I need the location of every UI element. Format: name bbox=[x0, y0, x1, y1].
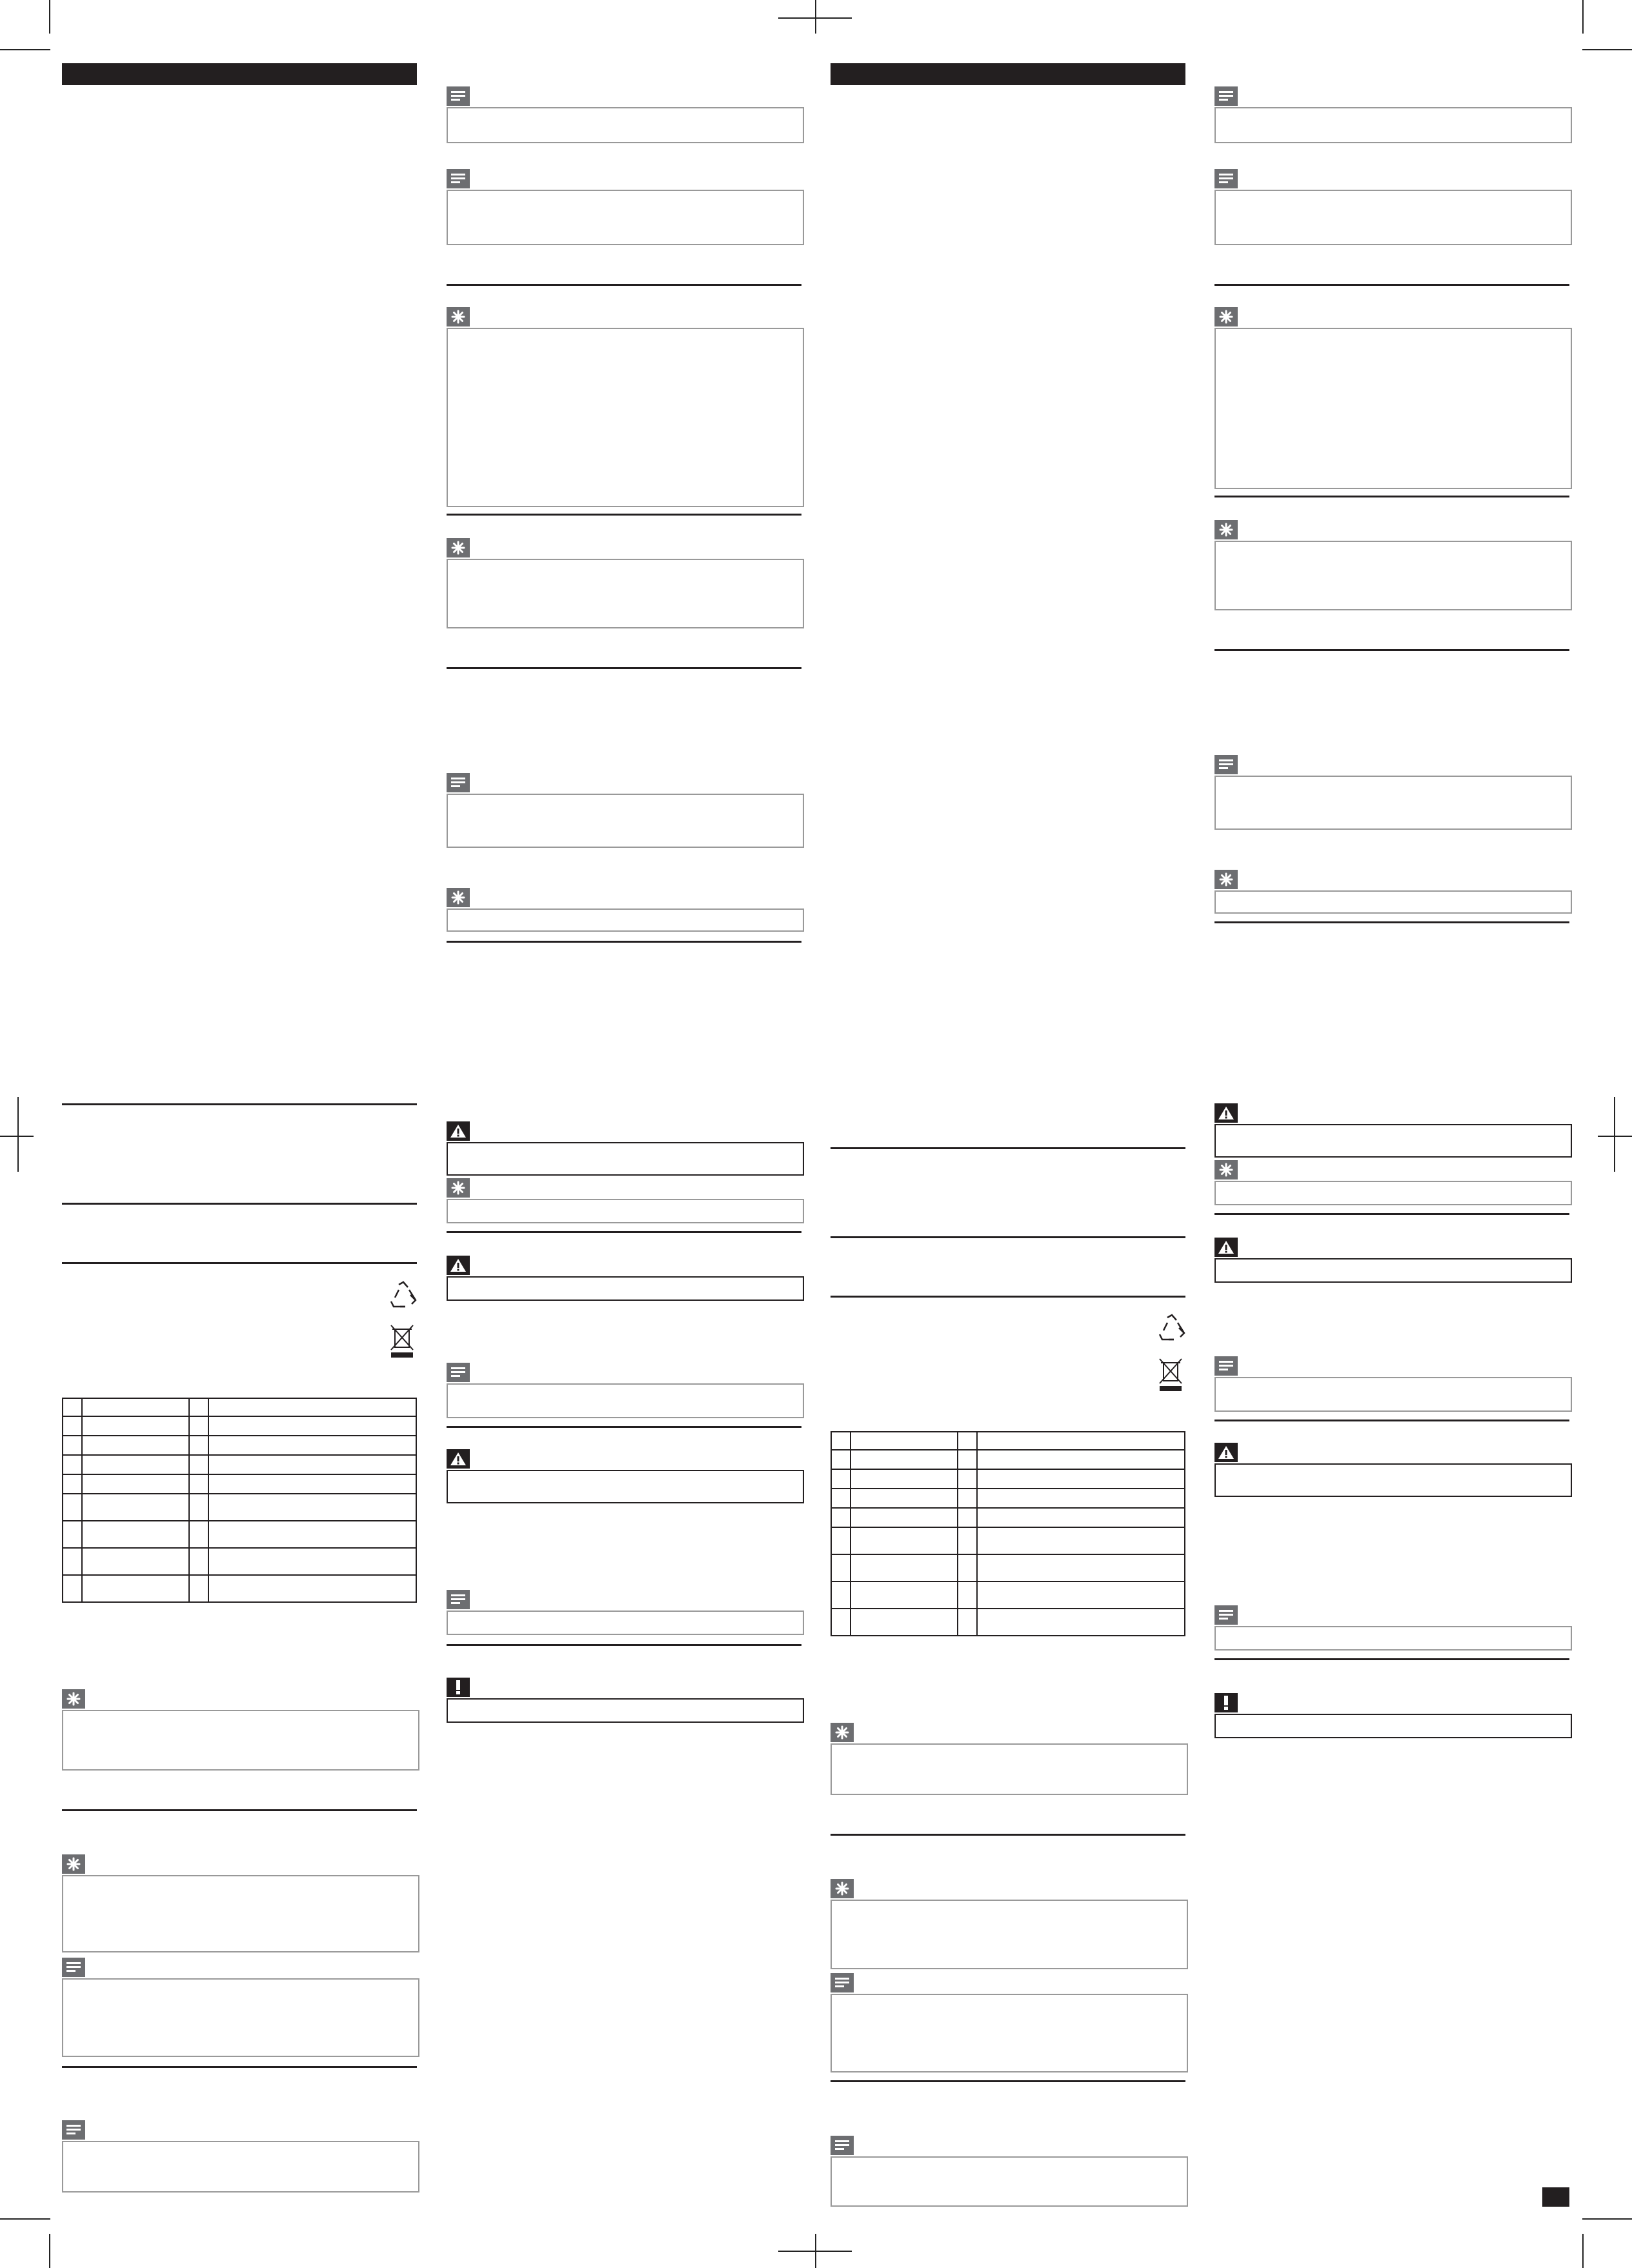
section-divider bbox=[1214, 921, 1569, 923]
note-icon bbox=[831, 2136, 854, 2155]
note-icon bbox=[1214, 86, 1238, 106]
section-divider bbox=[1214, 1420, 1569, 1421]
note-box bbox=[1214, 1626, 1572, 1651]
tip-icon bbox=[62, 1854, 85, 1874]
note-box bbox=[447, 190, 804, 245]
tip-box bbox=[447, 908, 804, 932]
note-icon bbox=[1214, 755, 1238, 774]
caution-exclamation-icon bbox=[1214, 1693, 1238, 1712]
note-box bbox=[831, 1994, 1188, 2072]
note-icon bbox=[447, 169, 470, 188]
warning-box bbox=[447, 1470, 804, 1503]
tip-icon bbox=[62, 1689, 85, 1709]
warning-triangle-icon bbox=[447, 1256, 470, 1275]
section-divider bbox=[447, 1231, 801, 1233]
warning-triangle-icon bbox=[1214, 1443, 1238, 1462]
warning-box bbox=[1214, 1124, 1572, 1158]
section-divider bbox=[831, 2080, 1185, 2082]
section-divider bbox=[1214, 496, 1569, 497]
note-icon bbox=[62, 2120, 85, 2140]
section-divider bbox=[62, 1203, 417, 1205]
section-divider bbox=[1214, 1658, 1569, 1660]
note-icon bbox=[62, 1958, 85, 1977]
note-icon bbox=[1214, 1605, 1238, 1625]
note-icon bbox=[447, 86, 470, 106]
note-icon bbox=[447, 1590, 470, 1609]
note-box bbox=[62, 2141, 419, 2193]
note-box bbox=[1214, 190, 1572, 245]
weee-crossed-bin-icon bbox=[390, 1323, 416, 1362]
tip-box bbox=[831, 1900, 1188, 1969]
tip-icon bbox=[1214, 520, 1238, 539]
section-divider bbox=[447, 667, 801, 669]
warning-box bbox=[447, 1276, 804, 1301]
tip-box bbox=[447, 559, 804, 628]
note-box bbox=[447, 794, 804, 848]
section-divider bbox=[1214, 284, 1569, 286]
warning-triangle-icon bbox=[1214, 1238, 1238, 1257]
warning-triangle-icon bbox=[447, 1449, 470, 1469]
tip-icon bbox=[447, 1178, 470, 1198]
tip-icon bbox=[1214, 307, 1238, 326]
tip-box bbox=[62, 1710, 419, 1771]
tip-box bbox=[1214, 541, 1572, 610]
note-box bbox=[447, 107, 804, 143]
tip-icon bbox=[831, 1879, 854, 1898]
caution-exclamation-icon bbox=[447, 1678, 470, 1697]
note-icon bbox=[447, 1363, 470, 1382]
note-icon bbox=[1214, 169, 1238, 188]
section-divider bbox=[1214, 1213, 1569, 1215]
page-number-tag bbox=[1542, 2187, 1569, 2207]
tip-icon bbox=[1214, 1160, 1238, 1179]
warning-triangle-icon bbox=[447, 1121, 470, 1141]
section-divider bbox=[447, 1644, 801, 1646]
warning-triangle-icon bbox=[1214, 1103, 1238, 1123]
tip-box bbox=[1214, 328, 1572, 489]
tip-box bbox=[447, 1199, 804, 1223]
weee-crossed-bin-icon bbox=[1158, 1356, 1184, 1396]
note-box bbox=[447, 1611, 804, 1635]
warning-box bbox=[447, 1142, 804, 1176]
tip-icon bbox=[831, 1723, 854, 1742]
warning-box bbox=[1214, 1463, 1572, 1497]
note-box bbox=[1214, 1377, 1572, 1412]
note-box bbox=[831, 2156, 1188, 2207]
tip-icon bbox=[447, 307, 470, 326]
data-table bbox=[62, 1398, 417, 1603]
note-box bbox=[447, 1383, 804, 1418]
recycle-icon bbox=[387, 1281, 419, 1314]
section-divider bbox=[62, 1809, 417, 1811]
section-divider bbox=[831, 1236, 1185, 1238]
section-divider bbox=[447, 941, 801, 943]
note-icon bbox=[831, 1973, 854, 1992]
section-divider bbox=[62, 2066, 417, 2068]
caution-box bbox=[1214, 1714, 1572, 1738]
section-header-bar bbox=[62, 63, 417, 85]
section-divider bbox=[62, 1103, 417, 1105]
section-divider bbox=[447, 284, 801, 286]
section-divider bbox=[447, 1426, 801, 1428]
tip-icon bbox=[447, 888, 470, 907]
section-divider bbox=[447, 514, 801, 516]
data-table bbox=[831, 1431, 1185, 1636]
note-box bbox=[62, 1978, 419, 2057]
note-box bbox=[1214, 776, 1572, 830]
tip-box bbox=[1214, 890, 1572, 914]
tip-icon bbox=[1214, 870, 1238, 889]
warning-box bbox=[1214, 1258, 1572, 1283]
tip-box bbox=[831, 1743, 1188, 1795]
tip-icon bbox=[447, 538, 470, 557]
note-icon bbox=[447, 773, 470, 792]
tip-box bbox=[1214, 1181, 1572, 1205]
note-icon bbox=[1214, 1356, 1238, 1376]
section-divider bbox=[831, 1147, 1185, 1149]
caution-box bbox=[447, 1698, 804, 1723]
tip-box bbox=[62, 1875, 419, 1952]
section-divider bbox=[831, 1296, 1185, 1298]
tip-box bbox=[447, 328, 804, 507]
section-divider bbox=[62, 1262, 417, 1264]
recycle-icon bbox=[1156, 1314, 1188, 1347]
section-header-bar bbox=[831, 63, 1185, 85]
section-divider bbox=[1214, 649, 1569, 651]
note-box bbox=[1214, 107, 1572, 143]
section-divider bbox=[831, 1834, 1185, 1836]
